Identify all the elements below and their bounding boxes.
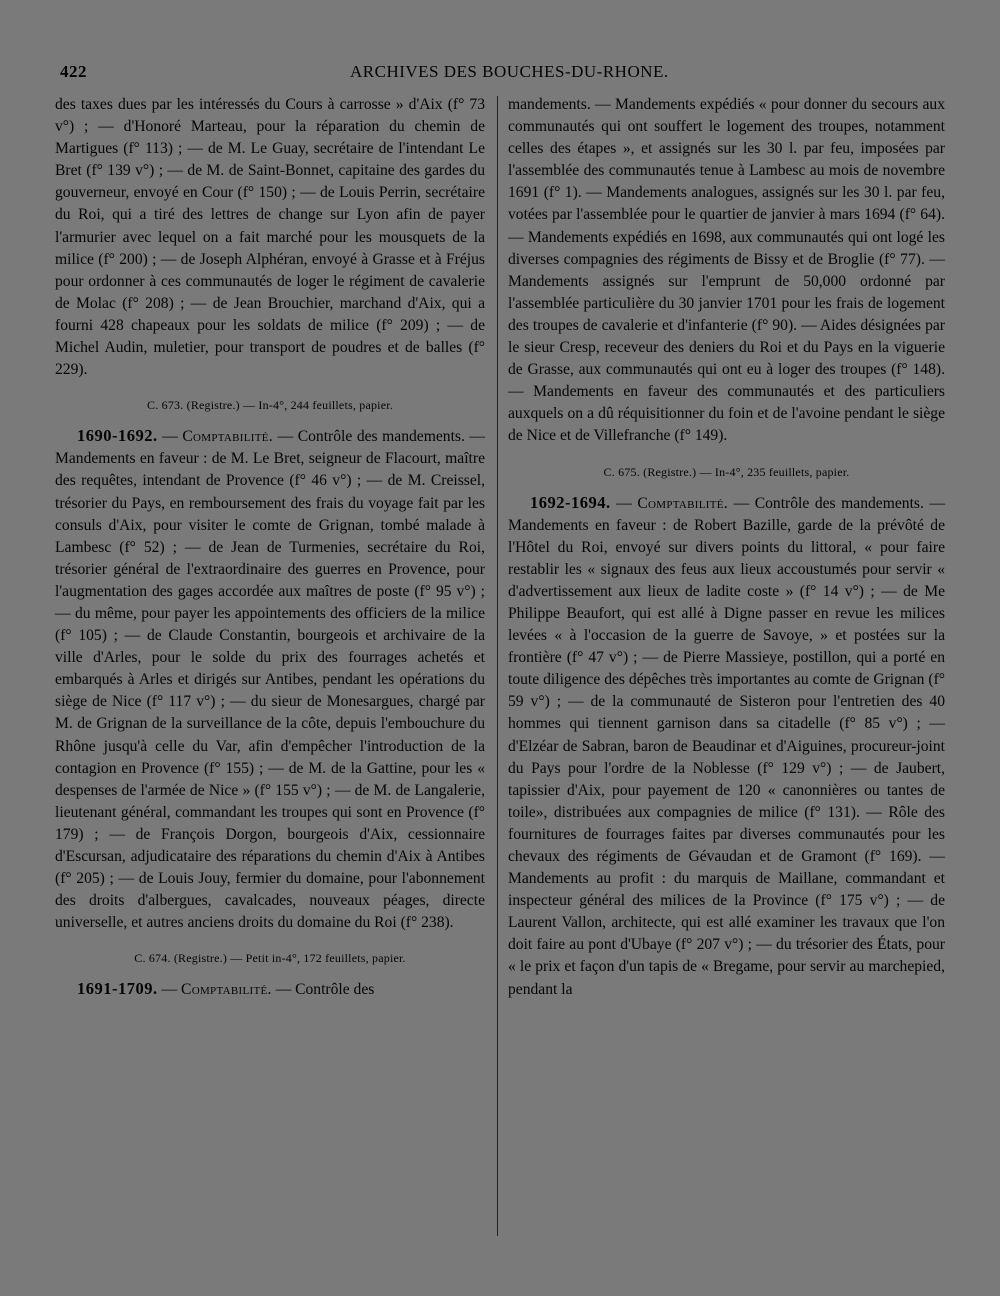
entry-section: Comptabilité.	[637, 494, 728, 512]
caption-c673: C. 673. (Registre.) — In-4°, 244 feuillets, papier.	[147, 398, 393, 413]
page-header-title: ARCHIVES DES BOUCHES-DU-RHONE.	[350, 62, 669, 81]
caption-c675: C. 675. (Registre.) — In-4°, 235 feuillets, papier.	[603, 464, 850, 479]
entry-continuation-left: des taxes dues par les intéressés du Cours à carrosse » d'Aix (f° 73 v°) ; — d'Honoré Marteau, pour la réparation du chemin de Martigues (f° 113) ; — de M. Le Guay, secrétaire de l'intendant Le Bret (f° 139 v°) ; — de M. de Saint-Bonnet, capitaine des gardes du gouverneur, envoyé en Cour (f° 150) ; — de Louis Perrin, secrétaire du Roi, qui a tiré des lettres de change sur Lyon afin de payer l'armurier avec lequel on a fait marché pour les mousquets de la milice (f° 200) ; — de Joseph Alphéran, envoyé à Grasse et à Fréjus pour ordonner à ces communautés de loger le régiment de cavalerie de Molac (f° 208) ; — de Jean Brouchier, marchand d'Aix, qui a fourni 428 chapeaux pour les soldats de milice (f° 209) ; — de Michel Audin, muletier, pour transport de poudres et de balles (f° 229).	[55, 96, 485, 379]
caption-c674: C. 674. (Registre.) — Petit in-4°, 172 feuillets, papier.	[134, 951, 406, 966]
column-divider	[497, 96, 498, 1236]
entry-1690-1692: 1690-1692. — Comptabilité. — Contrôle des mandements. — Mandements en faveur : de M. Le Bret, seigneur de Flacourt, maître des requêtes, intendant de Provence (f° 46 v°) ; — de M. Creissel, trésorier du Pays, en remboursement des frais du voyage fait par les consuls d'Aix, pour visiter le comte de Grignan, tombé malade à Lambesc (f° 52) ; — de Jean de Turmenies, secrétaire du Roi, trésorier général de l'extraordinaire des guerres en Provence, pour l'augmentation des gages accordée aux maîtres de poste (f° 95 v°) ; — du même, pour payer les appointements des officiers de la milice (f° 105) ; — de Claude Constantin, bourgeois et archivaire de la ville d'Arles, pour le solde du prix des fourrages achetés et embarqués à Arles et dirigés sur Antibes, pendant les opérations du siège de Nice (f° 117 v°) ; — du sieur de Monesargues, chargé par M. de Grignan de la surveillance de la côte, depuis l'embouchure du Rhône jusqu'à celle du Var, afin d'empêcher l'introduction de la contagion en Provence (f° 155) ; — de M. de la Gattine, pour les « despenses de l'armée de Nice » (f° 155 v°) ; — de M. de Langalerie, lieutenant général, commandant les troupes qui sont en Provence (f° 179) ; — de François Dorgon, bourgeois d'Aix, cessionnaire d'Escursan, adjudicataire des réparations du chemin d'Aix à Antibes (f° 205) ; — de Louis Jouy, fermier du domaine, pour l'abonnement des droits d'albergues, cavalcades, nouveaux péages, directe universelle, et autres anciens droits du domaine du Roi (f° 238).	[55, 426, 486, 932]
entry-continuation-right: mandements. — Mandements expédiés « pour donner du secours aux communautés qui ont souffert le logement des troupes, notamment celles des étapes », et assignés sur les 30 l. par feu, imposées par l'assemblée des communautés tenue à Lambesc au mois de novembre 1691 (f° 1). — Mandements analogues, assignés sur les 30 l. par feu, votées par l'assemblée pour le quartier de janvier à mars 1694 (f° 64). — Mandements expédiés en 1698, aux communautés qui ont logé les diverses compagnies des régiments de Bissy et de Broglie (f° 77). — Mandements assignés sur l'emprunt de 50,000 ordonné par l'assemblée particulière du 30 janvier 1701 pour les frais de logement des troupes de cavalerie et d'infanterie (f° 90). — Aides désignées par le sieur Cresp, receveur des deniers du Roi et du Pays en la viguerie de Grasse, aux communautés qui ont eu à loger des troupes (f° 148). — Mandements en faveur des communautés et des particuliers auxquels on a dû réquisitionner du foin et de l'avoine pendant le siège de Nice et de Villefranche (f° 149).	[508, 96, 945, 445]
entry-1692-1694: 1692-1694. — Comptabilité. — Contrôle des mandements. — Mandements en faveur : de Robert Bazille, garde de la prévôté de l'Hôtel du Roi, envoyé sur divers points du littoral, « pour faire restablir les « signaux des feus aux lieux accoustumés pour servir « d'advertissement aux lieux de ladite coste » (f° 14 v°) ; — de Me Philippe Beaufort, qui est allé à Digne passer en revue les milices levées « à l'occasion de la guerre de Savoye, » et postées sur la frontière (f° 47 v°) ; — de Pierre Massieye, postillon, qui a porté en toute diligence des dépêches très importantes au comte de Grignan (f° 59 v°) ; — de la communauté de Sisteron pour l'entretien des 40 hommes qui tiennent garnison dans sa citadelle (f° 85 v°) ; — d'Elzéar de Sabran, baron de Beaudinar et d'Aiguines, procureur-joint du Pays pour l'ordre de la Noblesse (f° 129 v°) ; — de Jaubert, tapissier d'Aix, pour payement de 120 « canonnières ou tantes de toile», distribuées aux compagnies de milice (f° 131). — Rôle des fournitures de fourrages faites par diverses communautés pour les chevaux des régiments de Gévaudan et de Gramont (f° 169). — Mandements au profit : du marquis de Maillane, commandant et inspecteur général des milices de la Province (f° 175 v°) ; — de Laurent Vallon, architecte, qui est allé examiner les travaux que l'on doit faire au pont d'Ubaye (f° 207 v°) ; — du trésorier des États, pour « le prix et façon d'un tapis de « Bregame, pour servir au marchepied, pendant la	[508, 492, 946, 998]
entry-section: Comptabilité.	[181, 981, 272, 999]
right-column	[508, 94, 945, 1001]
page-number: 422	[60, 62, 87, 81]
entry-date: 1690-1692.	[77, 426, 158, 446]
entry-date: 1691-1709.	[77, 979, 158, 999]
entry-1691-1709: 1691-1709. — Comptabilité. — Contrôle des	[77, 979, 375, 999]
left-column	[55, 94, 485, 1001]
entry-text: — Contrôle des mandements. — Mandements en faveur : de M. Le Bret, seigneur de Flacourt, maître des requêtes, intendant de Provence (f° 46 v°) ; — de M. Creissel, trésorier du Pays, en remboursement des frais du voyage fait par les consuls d'Aix, pour visiter le comte de Grignan, tombé malade à Lambesc (f° 52) ; — de Jean de Turmenies, secrétaire du Roi, trésorier général de l'extraordinaire des guerres en Provence, pour l'augmentation des gages accordée aux maîtres de poste (f° 95 v°) ; — du même, pour payer les appointements des officiers de la milice (f° 105) ; — de Claude Constantin, bourgeois et archivaire de la ville d'Arles, pour le solde du prix des fourrages achetés et embarqués à Arles et dirigés sur Antibes, pendant les opérations du siège de Nice (f° 117 v°) ; — du sieur de Monesargues, chargé par M. de Grignan de la surveillance de la côte, depuis l'embouchure du Rhône jusqu'à celle du Var, afin d'empêcher l'introduction de la contagion en Provence (f° 155) ; — de M. de la Gattine, pour les « despenses de l'armée de Nice » (f° 155 v°) ; — de M. de Langalerie, lieutenant général, commandant les troupes qui sont en Provence (f° 179) ; — de François Dorgon, bourgeois d'Aix, cessionnaire d'Escursan, adjudicataire des réparations du chemin d'Aix à Antibes (f° 205) ; — de Louis Jouy, fermier du domaine, pour l'abonnement des droits d'albergues, cavalcades, nouveaux péages, directe universelle, et autres anciens droits du domaine du Roi (f° 238).	[55, 428, 486, 932]
entry-text: — Contrôle des	[275, 981, 375, 999]
entry-text: — Contrôle des mandements. — Mandements en faveur : de Robert Bazille, garde de la prévôté de l'Hôtel du Roi, envoyé sur divers points du littoral, « pour faire restablir les « signaux des feus aux lieux accoustumés pour servir « d'advertissement aux lieux de ladite coste » (f° 14 v°) ; — de Me Philippe Beaufort, qui est allé à Digne passer en revue les milices levées « à l'occasion de la guerre de Savoye, » et postées sur la frontière (f° 47 v°) ; — de Pierre Massieye, postillon, qui a porté en toute diligence des dépêches très importantes au comte de Grignan (f° 59 v°) ; — de la communauté de Sisteron pour l'entretien des 40 hommes qui tiennent garnison dans sa citadelle (f° 85 v°) ; — d'Elzéar de Sabran, baron de Beaudinar et d'Aiguines, procureur-joint du Pays pour l'ordre de la Noblesse (f° 129 v°) ; — de Jaubert, tapissier d'Aix, pour payement de 120 « canonnières ou tantes de toile», distribuées aux compagnies de milice (f° 131). — Rôle des fournitures de fourrages faites par diverses communautés pour les chevaux des régiments de Gévaudan et de Gramont (f° 169). — Mandements au profit : du marquis de Maillane, commandant et inspecteur général des milices de la Province (f° 175 v°) ; — de Laurent Vallon, architecte, qui est allé examiner les travaux que l'on doit faire au pont d'Ubaye (f° 207 v°) ; — du trésorier des États, pour « le prix et façon d'un tapis de « Bregame, pour servir au marchepied, pendant la	[508, 494, 946, 998]
entry-date: 1692-1694.	[530, 492, 611, 512]
entry-section: Comptabilité.	[182, 428, 273, 446]
page-header	[50, 62, 940, 86]
